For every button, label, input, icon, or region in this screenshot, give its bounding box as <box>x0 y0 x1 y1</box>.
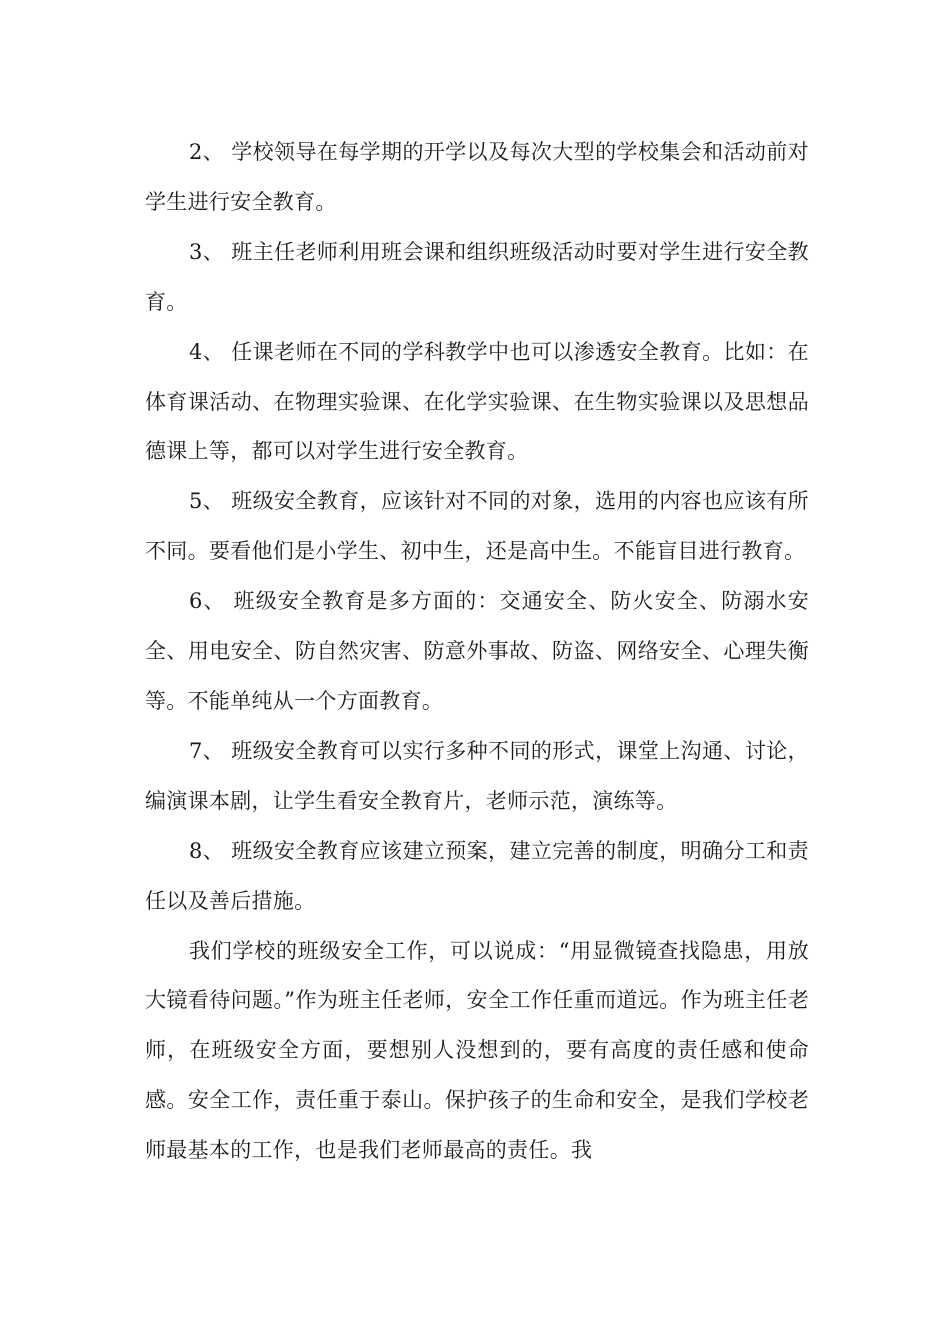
paragraph-item-3: 3、 班主任老师利用班会课和组织班级活动时要对学生进行安全教育。 <box>145 239 809 314</box>
paragraph-item-7: 7、 班级安全教育可以实行多种不同的形式，课堂上沟通、讨论，编演课本剧，让学生看安全教育片，老师示范，演练等。 <box>145 738 809 813</box>
document-body <box>145 128 809 1176</box>
paragraph-item-8: 8、 班级安全教育应该建立预案，建立完善的制度，明确分工和责任以及善后措施。 <box>145 838 809 913</box>
paragraph-item-6: 6、 班级安全教育是多方面的：交通安全、防火安全、防溺水安全、用电安全、防自然灾害、防意外事故、防盗、网络安全、心理失衡等。不能单纯从一个方面教育。 <box>145 589 809 713</box>
paragraph-item-5: 5、 班级安全教育，应该针对不同的对象，选用的内容也应该有所不同。要看他们是小学生、初中生，还是高中生。不能盲目进行教育。 <box>145 489 809 564</box>
paragraph-conclusion: 我们学校的班级安全工作，可以说成：“用显微镜查找隐患，用放大镜看待问题。”作为班主任老师，安全工作任重而道远。作为班主任老师，在班级安全方面，要想别人没想到的，要有高度的责任感和使命感。安全工作，责任重于泰山。保护孩子的生命和安全，是我们学校老师最基本的工作，也是我们老师最高的责任。我 <box>145 938 809 1163</box>
paragraph-item-4: 4、 任课老师在不同的学科教学中也可以渗透安全教育。比如：在体育课活动、在物理实验课、在化学实验课、在生物实验课以及思想品德课上等，都可以对学生进行安全教育。 <box>145 339 809 464</box>
paragraph-item-2: 2、 学校领导在每学期的开学以及每次大型的学校集会和活动前对学生进行安全教育。 <box>145 140 809 214</box>
